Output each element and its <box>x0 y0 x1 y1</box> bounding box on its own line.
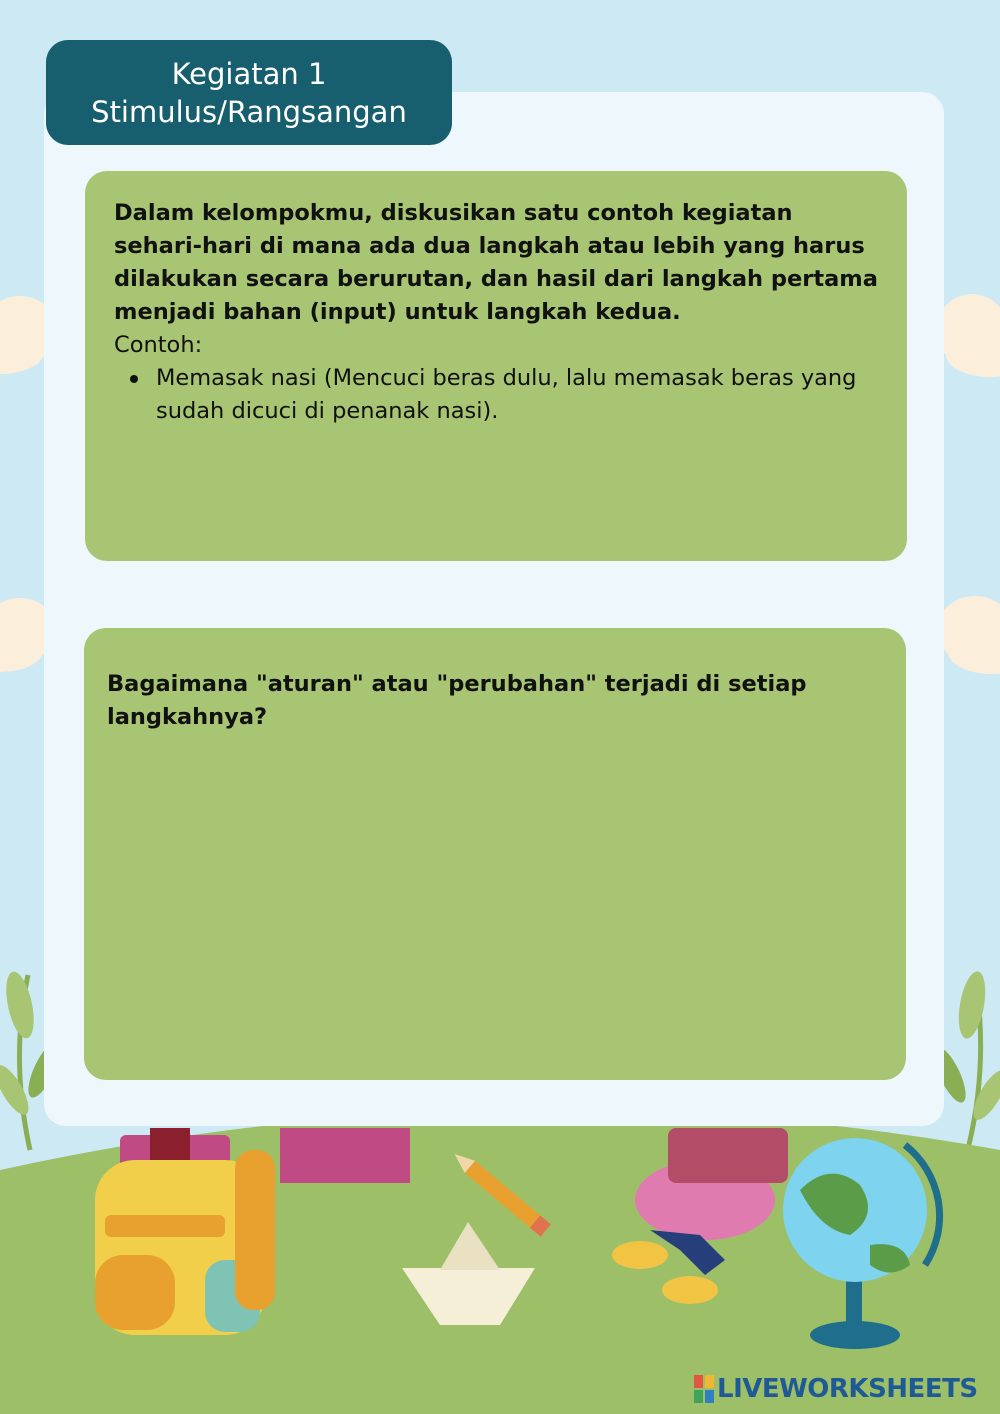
brand-name: LIVEWORKSHEETS <box>717 1374 978 1404</box>
liveworksheets-mark-icon <box>694 1375 714 1403</box>
title-tab <box>46 40 452 145</box>
instruction-text: Dalam kelompokmu, diskusikan satu contoh kegiatan sehari-hari di mana ada dua langkah atau lebih yang harus dilakukan secara berurutan, dan hasil dari langkah pertama menjadi bahan (input) untuk langkah kedua. <box>114 200 878 325</box>
activity-title: Stimulus/Rangsangan <box>91 94 407 129</box>
cloud-icon <box>936 294 1000 377</box>
example-text: Memasak nasi (Mencuci beras dulu, lalu memasak beras yang sudah dicuci di penanak nasi). <box>156 365 857 424</box>
example-label: Contoh: <box>114 332 203 358</box>
book-icon <box>280 1128 410 1183</box>
example-list <box>114 362 884 428</box>
question-answer-panel[interactable] <box>84 628 906 1080</box>
liveworksheets-logo <box>694 1372 978 1406</box>
question-text: Bagaimana "aturan" atau "perubahan" terjadi di setiap langkahnya? <box>107 671 807 730</box>
cloud-icon <box>937 596 1000 674</box>
activity-number: Kegiatan 1 <box>171 56 327 91</box>
backpack-icon <box>95 1128 275 1335</box>
instruction-panel <box>85 171 907 561</box>
bullet-icon <box>130 375 138 383</box>
list-item <box>156 362 884 428</box>
